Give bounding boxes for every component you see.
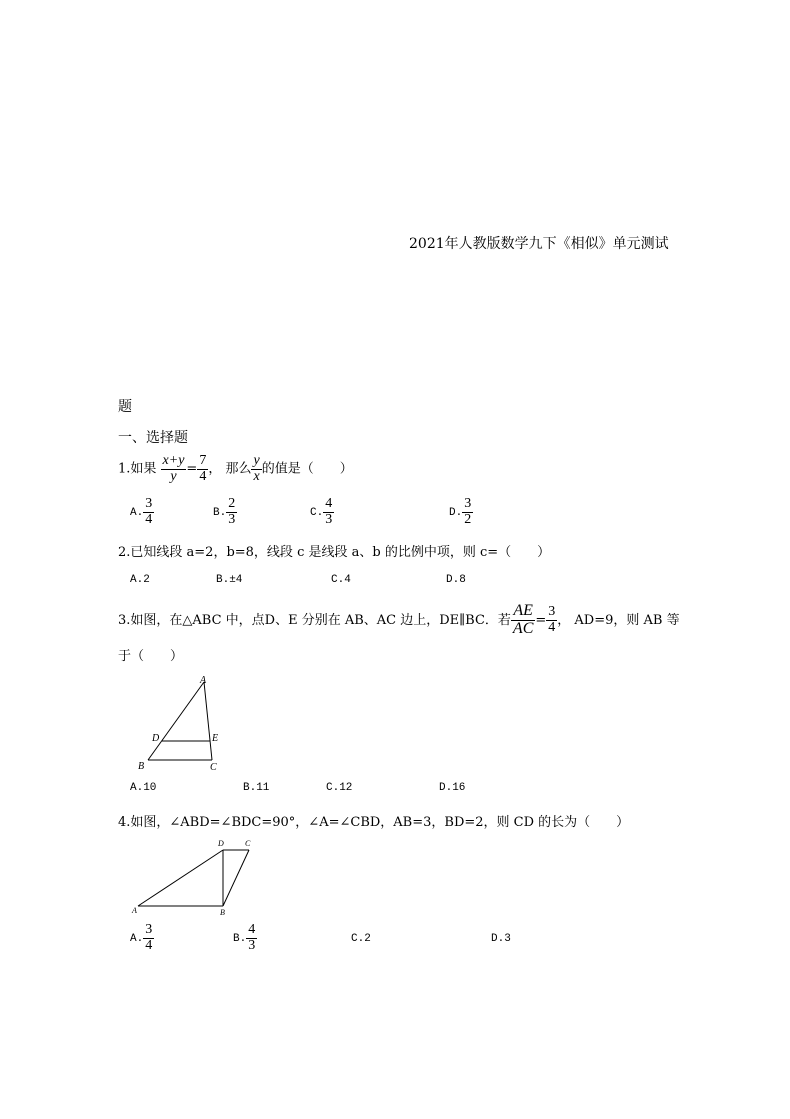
option-label: A. bbox=[130, 507, 144, 520]
q3-value bbox=[546, 605, 557, 635]
label-c: C bbox=[210, 762, 217, 773]
q1-option-a[interactable] bbox=[130, 497, 154, 527]
q3-option-c[interactable]: C.12 bbox=[326, 782, 353, 794]
q3-line2: 于（ ） bbox=[118, 649, 184, 664]
option-label: A. bbox=[130, 933, 144, 946]
q4-option-c[interactable]: C.2 bbox=[351, 933, 371, 945]
label-d: D bbox=[218, 839, 224, 848]
q3-equals: = bbox=[535, 612, 547, 628]
q1-option-b[interactable] bbox=[213, 497, 237, 527]
document-title: 2021年人教版数学九下《相似》单元测试 bbox=[409, 236, 669, 252]
q3-fraction bbox=[511, 603, 535, 638]
edge-ab bbox=[148, 682, 204, 760]
q3-frac-num: AE bbox=[513, 602, 533, 619]
q1-suffix: 的值是（ ） bbox=[261, 461, 353, 477]
q3-suffix: ， AD=9，则 AB 等 bbox=[557, 612, 680, 628]
option-fraction bbox=[246, 923, 257, 953]
option-label: C. bbox=[310, 507, 324, 520]
option-den: 3 bbox=[228, 511, 236, 527]
label-b: B bbox=[220, 908, 225, 916]
q3-frac-den: AC bbox=[512, 619, 534, 637]
q1-value bbox=[197, 454, 208, 484]
question-1 bbox=[118, 454, 353, 484]
label-a: A bbox=[200, 675, 207, 686]
q1-option-d[interactable] bbox=[449, 497, 473, 527]
q1-prefix: 1.如果 bbox=[118, 461, 157, 477]
option-num: 4 bbox=[248, 922, 256, 937]
q1-fraction bbox=[161, 454, 187, 484]
option-fraction bbox=[323, 497, 334, 527]
option-num: 3 bbox=[145, 496, 153, 511]
section-heading: 一、选择题 bbox=[118, 430, 188, 446]
q1-frac-den: y bbox=[161, 469, 187, 485]
q3-triangle-figure bbox=[130, 672, 230, 776]
q1-ratio-den: x bbox=[253, 468, 260, 484]
option-label: B. bbox=[213, 507, 227, 520]
q3-value-den: 4 bbox=[548, 619, 556, 635]
q2-option-c[interactable]: C.4 bbox=[331, 574, 351, 586]
q3-option-d[interactable]: D.16 bbox=[439, 782, 466, 794]
question-2: 2.已知线段 a=2，b=8，线段 c 是线段 a、b 的比例中项，则 c=（ ） bbox=[118, 545, 551, 560]
label-e: E bbox=[212, 733, 219, 744]
option-den: 4 bbox=[145, 511, 153, 527]
option-fraction bbox=[462, 497, 473, 527]
question-3 bbox=[118, 603, 680, 638]
q4-option-d[interactable]: D.3 bbox=[491, 933, 511, 945]
option-label: D. bbox=[449, 507, 463, 520]
q1-mid: ， 那么 bbox=[208, 461, 252, 477]
option-num: 4 bbox=[325, 496, 333, 511]
q3-prefix: 3.如图，在△ABC 中，点D、E 分别在 AB、AC 边上，DE∥BC．若 bbox=[118, 612, 511, 628]
label-b: B bbox=[138, 761, 145, 772]
label-a: A bbox=[132, 906, 137, 915]
question-4: 4.如图，∠ABD=∠BDC=90°，∠A=∠CBD，AB=3，BD=2，则 CD 的长为（ ） bbox=[118, 815, 630, 830]
edge-ac bbox=[204, 682, 212, 760]
label-c: C bbox=[245, 839, 251, 848]
option-den: 2 bbox=[464, 511, 472, 527]
q1-equals: = bbox=[186, 461, 198, 477]
q1-value-den: 4 bbox=[199, 468, 207, 484]
option-fraction bbox=[226, 497, 237, 527]
edge-ad bbox=[138, 850, 223, 906]
q1-ratio bbox=[251, 454, 261, 484]
q4-option-b[interactable] bbox=[233, 923, 257, 953]
option-fraction bbox=[143, 923, 154, 953]
q2-option-b[interactable]: B.±4 bbox=[216, 574, 243, 586]
option-den: 3 bbox=[325, 511, 333, 527]
q2-option-d[interactable]: D.8 bbox=[446, 574, 466, 586]
q1-value-num: 7 bbox=[199, 453, 207, 468]
option-label: B. bbox=[233, 933, 247, 946]
option-den: 3 bbox=[248, 937, 256, 953]
q4-option-a[interactable] bbox=[130, 923, 154, 953]
q1-ratio-num: y bbox=[253, 453, 260, 468]
option-num: 3 bbox=[464, 496, 472, 511]
q3-value-num: 3 bbox=[548, 604, 556, 620]
q3-option-a[interactable]: A.10 bbox=[130, 782, 157, 794]
title-fragment: 题 bbox=[118, 399, 132, 415]
option-den: 4 bbox=[145, 937, 153, 953]
q2-option-a[interactable]: A.2 bbox=[130, 574, 150, 586]
q1-frac-num: x+y bbox=[162, 453, 185, 468]
q3-option-b[interactable]: B.11 bbox=[243, 782, 270, 794]
q4-figure bbox=[128, 836, 260, 916]
option-num: 3 bbox=[145, 922, 153, 937]
edge-bc bbox=[223, 850, 249, 906]
option-fraction bbox=[143, 497, 154, 527]
option-num: 2 bbox=[228, 496, 236, 511]
label-d: D bbox=[152, 733, 160, 744]
q1-option-c[interactable] bbox=[310, 497, 334, 527]
